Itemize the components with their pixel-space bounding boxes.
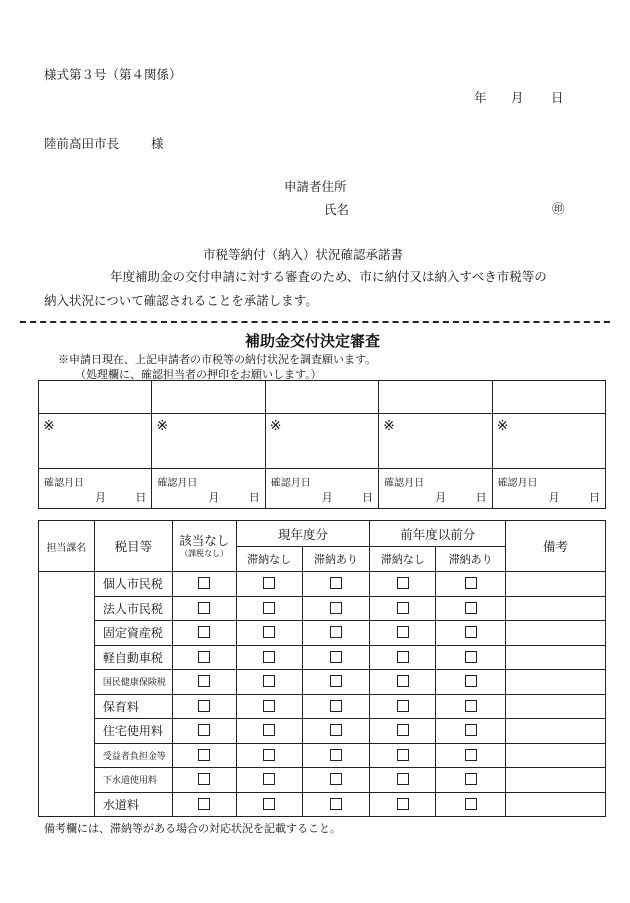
- previous-arrears-checkbox[interactable]: [436, 670, 506, 695]
- mark-cell[interactable]: [265, 414, 378, 469]
- table-row: [39, 670, 606, 695]
- current-no-arrears-checkbox[interactable]: [236, 694, 302, 719]
- confirm-label: 確認月日: [44, 478, 84, 489]
- checkbox-icon: [397, 724, 409, 736]
- current-arrears-checkbox[interactable]: [302, 743, 370, 768]
- previous-no-arrears-checkbox[interactable]: [370, 792, 436, 817]
- month-label: 月: [208, 491, 220, 504]
- day-label: 日: [248, 491, 260, 504]
- checkbox-icon: [330, 602, 342, 614]
- tax-name: 軽自動車税: [94, 645, 172, 670]
- mark-cell[interactable]: [492, 414, 605, 469]
- month-label: 月: [548, 491, 560, 504]
- applicant-name-label: 氏名: [324, 202, 350, 217]
- checkbox-icon: [330, 749, 342, 761]
- mark: ※: [269, 418, 282, 434]
- current-arrears-checkbox[interactable]: [302, 670, 370, 695]
- mark-cell[interactable]: [39, 414, 152, 469]
- table-row: [39, 572, 606, 597]
- previous-no-arrears-checkbox[interactable]: [370, 670, 436, 695]
- remarks-cell[interactable]: [506, 743, 606, 768]
- table-row: [39, 645, 606, 670]
- table-row: [39, 768, 606, 793]
- table-row: [39, 743, 606, 768]
- table-footnote: 備考欄には、滞納等がある場合の対応状況を記載すること。: [44, 822, 341, 835]
- stamp-cell[interactable]: [152, 381, 265, 414]
- checkbox-icon: [330, 773, 342, 785]
- stamp-cell[interactable]: [379, 381, 492, 414]
- date-year: 年: [474, 90, 487, 105]
- table-row: [39, 792, 606, 817]
- current-arrears-checkbox[interactable]: [302, 621, 370, 646]
- checkbox-icon: [198, 773, 210, 785]
- na-checkbox[interactable]: [172, 792, 236, 817]
- current-no-arrears-checkbox[interactable]: [236, 743, 302, 768]
- checkbox-icon: [198, 651, 210, 663]
- tax-status-table: [38, 520, 606, 817]
- checkbox-icon: [263, 773, 275, 785]
- day-label: 日: [475, 491, 487, 504]
- review-note-2: （処理欄に、確認担当者の押印をお願いします。）: [75, 368, 322, 381]
- remarks-cell[interactable]: [506, 792, 606, 817]
- day-label: 日: [135, 491, 147, 504]
- confirm-label: 確認月日: [270, 478, 311, 489]
- cut-line: [20, 321, 610, 323]
- remarks-cell[interactable]: [506, 670, 606, 695]
- checkbox-icon: [330, 577, 342, 589]
- stamp-cell[interactable]: [265, 381, 378, 414]
- checkbox-icon: [397, 675, 409, 687]
- na-checkbox[interactable]: [172, 572, 236, 597]
- checkbox-icon: [465, 724, 477, 736]
- dept-cell[interactable]: [39, 572, 95, 817]
- header-tax: 税目等: [94, 521, 172, 572]
- checkbox-icon: [263, 651, 275, 663]
- checkbox-icon: [465, 602, 477, 614]
- header-previous-no-arrears: 滞納なし: [370, 547, 436, 572]
- checkbox-icon: [198, 602, 210, 614]
- remarks-cell[interactable]: [506, 645, 606, 670]
- current-no-arrears-checkbox[interactable]: [236, 670, 302, 695]
- form-number: 様式第３号（第４関係）: [44, 67, 182, 82]
- day-label: 日: [362, 491, 374, 504]
- checkbox-icon: [198, 675, 210, 687]
- previous-arrears-checkbox[interactable]: [436, 645, 506, 670]
- header-na-label: 該当なし: [179, 532, 230, 548]
- applicant-address-label: 申請者住所: [284, 179, 347, 194]
- tax-name: 受益者負担金等: [94, 743, 172, 768]
- checkbox-icon: [330, 651, 342, 663]
- previous-no-arrears-checkbox[interactable]: [370, 621, 436, 646]
- checkbox-icon: [198, 798, 210, 810]
- mark: ※: [43, 418, 55, 434]
- mark-cell[interactable]: [379, 414, 492, 469]
- previous-no-arrears-checkbox[interactable]: [370, 768, 436, 793]
- consent-text-line1: 年度補助金の交付申請に対する審査のため、市に納付又は納入すべき市税等の: [110, 269, 547, 284]
- header-na-sub: （課税なし）: [180, 548, 229, 558]
- checkbox-icon: [465, 700, 477, 712]
- checkbox-icon: [397, 577, 409, 589]
- checkbox-icon: [465, 773, 477, 785]
- checkbox-icon: [465, 675, 477, 687]
- mark: ※: [156, 418, 169, 434]
- mark: ※: [496, 418, 509, 434]
- checkbox-icon: [465, 749, 477, 761]
- current-no-arrears-checkbox[interactable]: [236, 719, 302, 744]
- tax-name: 水道料: [94, 792, 172, 817]
- header-na: [172, 521, 236, 572]
- stamp-cell[interactable]: [39, 381, 152, 414]
- previous-arrears-checkbox[interactable]: [436, 572, 506, 597]
- current-no-arrears-checkbox[interactable]: [236, 572, 302, 597]
- current-arrears-checkbox[interactable]: [302, 572, 370, 597]
- current-no-arrears-checkbox[interactable]: [236, 768, 302, 793]
- na-checkbox[interactable]: [172, 743, 236, 768]
- consent-title: 市税等納付（納入）状況確認承諾書: [203, 247, 404, 262]
- tax-name: 国民健康保険税: [94, 670, 172, 695]
- header-dept: 担当課名: [39, 521, 95, 572]
- tax-name: 下水道使用料: [94, 768, 172, 793]
- na-checkbox[interactable]: [172, 694, 236, 719]
- review-title: 補助金交付決定審査: [245, 332, 381, 350]
- checkbox-icon: [263, 700, 275, 712]
- header-previous: 前年度以前分: [370, 521, 506, 547]
- header-remarks: 備考: [506, 521, 606, 572]
- current-no-arrears-checkbox[interactable]: [236, 645, 302, 670]
- previous-no-arrears-checkbox[interactable]: [370, 572, 436, 597]
- previous-no-arrears-checkbox[interactable]: [370, 743, 436, 768]
- na-checkbox[interactable]: [172, 768, 236, 793]
- checkbox-icon: [397, 798, 409, 810]
- na-checkbox[interactable]: [172, 719, 236, 744]
- date-day: 日: [551, 90, 564, 105]
- checkbox-icon: [263, 626, 275, 638]
- confirm-date-cell[interactable]: [152, 469, 265, 509]
- header-current: 現年度分: [236, 521, 370, 547]
- na-checkbox[interactable]: [172, 670, 236, 695]
- checkbox-icon: [465, 798, 477, 810]
- previous-arrears-checkbox[interactable]: [436, 792, 506, 817]
- current-no-arrears-checkbox[interactable]: [236, 621, 302, 646]
- table-row: [39, 621, 606, 646]
- tax-name: 固定資産税: [94, 621, 172, 646]
- checkbox-icon: [330, 798, 342, 810]
- mark: ※: [383, 418, 395, 434]
- header-current-arrears: 滞納あり: [302, 547, 370, 572]
- current-arrears-checkbox[interactable]: [302, 719, 370, 744]
- current-arrears-checkbox[interactable]: [302, 792, 370, 817]
- confirm-label: 確認月日: [157, 478, 198, 489]
- seal-mark: ㊞: [552, 201, 565, 216]
- previous-arrears-checkbox[interactable]: [436, 768, 506, 793]
- addressee: 陸前高田市長: [44, 136, 120, 151]
- checkbox-icon: [263, 724, 275, 736]
- checkbox-icon: [397, 773, 409, 785]
- checkbox-icon: [397, 749, 409, 761]
- tax-name: 法人市民税: [94, 596, 172, 621]
- table-row: [39, 596, 606, 621]
- review-note-1: ※申請日現在、上記申請者の市税等の納付状況を調査願います。: [58, 353, 377, 366]
- checkbox-icon: [465, 626, 477, 638]
- consent-text-line2: 納入状況について確認されることを承諾します。: [44, 293, 318, 308]
- table-row: [39, 719, 606, 744]
- remarks-cell[interactable]: [506, 719, 606, 744]
- tax-name: 個人市民税: [94, 572, 172, 597]
- previous-arrears-checkbox[interactable]: [436, 719, 506, 744]
- checkbox-icon: [465, 577, 477, 589]
- previous-no-arrears-checkbox[interactable]: [370, 719, 436, 744]
- checkbox-icon: [330, 724, 342, 736]
- checkbox-icon: [263, 675, 275, 687]
- checkbox-icon: [330, 626, 342, 638]
- tax-name: 住宅使用料: [94, 719, 172, 744]
- tax-name: 保育料: [94, 694, 172, 719]
- confirm-date-cell[interactable]: [39, 469, 152, 509]
- remarks-cell[interactable]: [506, 768, 606, 793]
- current-arrears-checkbox[interactable]: [302, 768, 370, 793]
- checkbox-icon: [263, 577, 275, 589]
- confirm-date-cell[interactable]: [265, 469, 378, 509]
- previous-no-arrears-checkbox[interactable]: [370, 645, 436, 670]
- previous-arrears-checkbox[interactable]: [436, 621, 506, 646]
- month-label: 月: [321, 491, 333, 504]
- honorific: 様: [151, 136, 164, 151]
- na-checkbox[interactable]: [172, 621, 236, 646]
- remarks-cell[interactable]: [506, 621, 606, 646]
- month-label: 月: [435, 491, 447, 504]
- remarks-cell[interactable]: [506, 572, 606, 597]
- checkbox-icon: [397, 651, 409, 663]
- confirm-date-cell[interactable]: [492, 469, 605, 509]
- current-arrears-checkbox[interactable]: [302, 694, 370, 719]
- previous-no-arrears-checkbox[interactable]: [370, 596, 436, 621]
- confirm-date-cell[interactable]: [379, 469, 492, 509]
- checkbox-icon: [397, 602, 409, 614]
- checkbox-icon: [330, 700, 342, 712]
- remarks-cell[interactable]: [506, 694, 606, 719]
- mark-cell[interactable]: [152, 414, 265, 469]
- confirmation-table: [38, 380, 606, 509]
- previous-no-arrears-checkbox[interactable]: [370, 694, 436, 719]
- month-label: 月: [95, 491, 106, 504]
- checkbox-icon: [198, 626, 210, 638]
- checkbox-icon: [198, 577, 210, 589]
- previous-arrears-checkbox[interactable]: [436, 596, 506, 621]
- current-arrears-checkbox[interactable]: [302, 596, 370, 621]
- na-checkbox[interactable]: [172, 645, 236, 670]
- na-checkbox[interactable]: [172, 596, 236, 621]
- checkbox-icon: [263, 798, 275, 810]
- checkbox-icon: [465, 651, 477, 663]
- confirm-label: 確認月日: [497, 478, 538, 489]
- confirm-label: 確認月日: [384, 478, 425, 489]
- header-previous-arrears: 滞納あり: [436, 547, 506, 572]
- remarks-cell[interactable]: [506, 596, 606, 621]
- checkbox-icon: [198, 700, 210, 712]
- checkbox-icon: [198, 724, 210, 736]
- current-no-arrears-checkbox[interactable]: [236, 596, 302, 621]
- checkbox-icon: [263, 602, 275, 614]
- checkbox-icon: [330, 675, 342, 687]
- current-no-arrears-checkbox[interactable]: [236, 792, 302, 817]
- checkbox-icon: [198, 749, 210, 761]
- table-row: [39, 694, 606, 719]
- checkbox-icon: [263, 749, 275, 761]
- day-label: 日: [589, 491, 600, 504]
- previous-arrears-checkbox[interactable]: [436, 694, 506, 719]
- checkbox-icon: [397, 626, 409, 638]
- date-month: 月: [511, 90, 524, 105]
- header-current-no-arrears: 滞納なし: [236, 547, 302, 572]
- previous-arrears-checkbox[interactable]: [436, 743, 506, 768]
- current-arrears-checkbox[interactable]: [302, 645, 370, 670]
- checkbox-icon: [397, 700, 409, 712]
- stamp-cell[interactable]: [492, 381, 605, 414]
